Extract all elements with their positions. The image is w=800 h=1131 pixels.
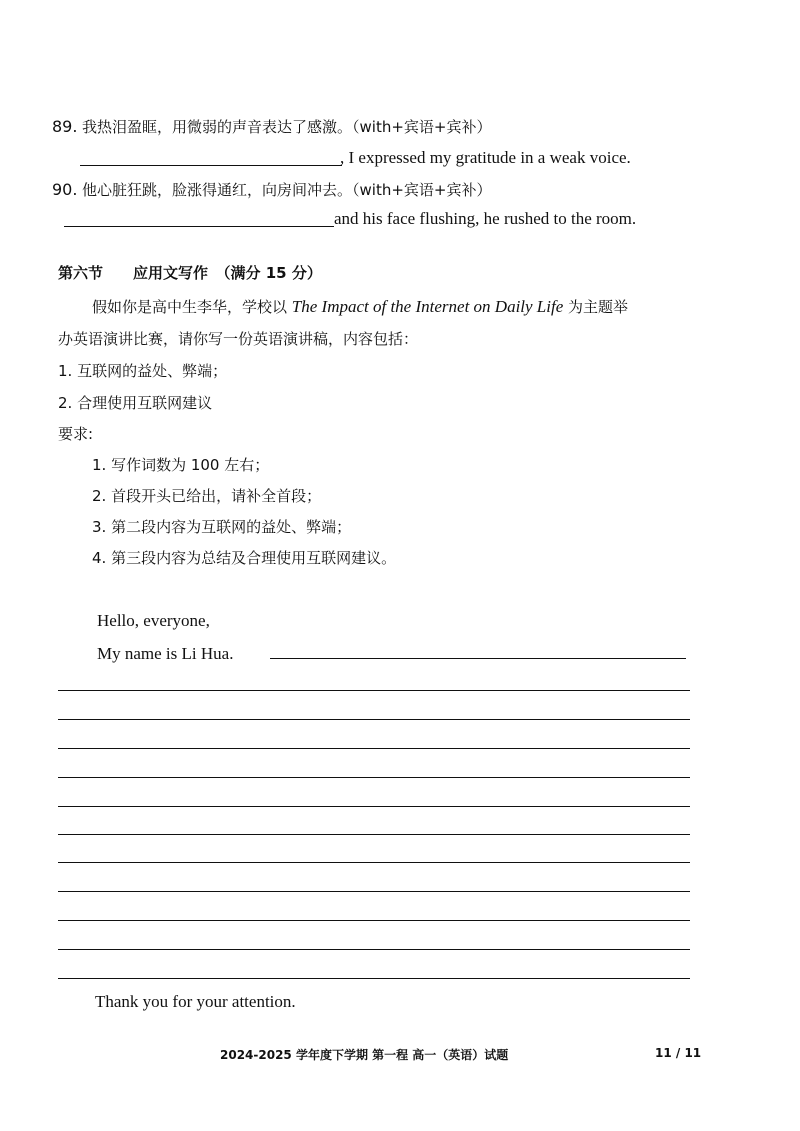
q90-number: 90. <box>52 180 78 199</box>
task-intro-before: 假如你是高中生李华，学校以 <box>92 298 292 316</box>
writing-line[interactable] <box>58 920 690 921</box>
section-heading: 第六节 应用文写作 （满分 15 分） <box>58 264 322 282</box>
letter-greeting: Hello, everyone, <box>97 611 210 630</box>
writing-line[interactable] <box>58 978 690 979</box>
requirement-item: 2. 首段开头已给出，请补全首段； <box>92 487 322 505</box>
q89-answer-tail: , I expressed my gratitude in a weak voice. <box>340 148 631 167</box>
page-number: 11 / 11 <box>655 1046 702 1060</box>
q90-answer-tail: and his face flushing, he rushed to the room. <box>334 209 637 228</box>
letter-closing: Thank you for your attention. <box>95 992 296 1011</box>
q89-number: 89. <box>52 117 78 136</box>
q90-prompt: 他心脏狂跳，脸涨得通红，向房间冲去。（with+宾语+宾补） <box>82 181 492 199</box>
requirement-item: 3. 第二段内容为互联网的益处、弊端； <box>92 518 352 536</box>
content-item: 1. 互联网的益处、弊端； <box>58 362 228 380</box>
task-intro-line2: 办英语演讲比赛，请你写一份英语演讲稿，内容包括： <box>58 330 419 348</box>
writing-line[interactable] <box>58 748 690 749</box>
writing-line[interactable] <box>58 690 690 691</box>
task-topic-title: The Impact of the Internet on Daily Life <box>291 297 564 316</box>
footer-title: 2024-2025 学年度下学期 第一程 高一（英语）试题 <box>220 1048 509 1062</box>
requirements-label: 要求: <box>58 425 94 443</box>
writing-line[interactable] <box>58 862 690 863</box>
q89-prompt: 我热泪盈眶，用微弱的声音表达了感激。（with+宾语+宾补） <box>82 118 492 136</box>
writing-line[interactable] <box>58 719 690 720</box>
content-item: 2. 合理使用互联网建议 <box>58 394 213 412</box>
writing-line[interactable] <box>58 834 690 835</box>
writing-line[interactable] <box>58 806 690 807</box>
opening-continuation-blank[interactable] <box>270 658 686 659</box>
requirement-item: 1. 写作词数为 100 左右； <box>92 456 270 474</box>
task-intro-line1 <box>92 298 628 315</box>
letter-opening: My name is Li Hua. <box>97 644 234 663</box>
writing-line[interactable] <box>58 891 690 892</box>
writing-line[interactable] <box>58 949 690 950</box>
q89-answer-blank[interactable] <box>80 165 342 166</box>
requirement-item: 4. 第三段内容为总结及合理使用互联网建议。 <box>92 549 397 567</box>
q90-answer-blank[interactable] <box>64 226 334 227</box>
writing-line[interactable] <box>58 777 690 778</box>
task-intro-after: 为主题举 <box>563 298 629 316</box>
